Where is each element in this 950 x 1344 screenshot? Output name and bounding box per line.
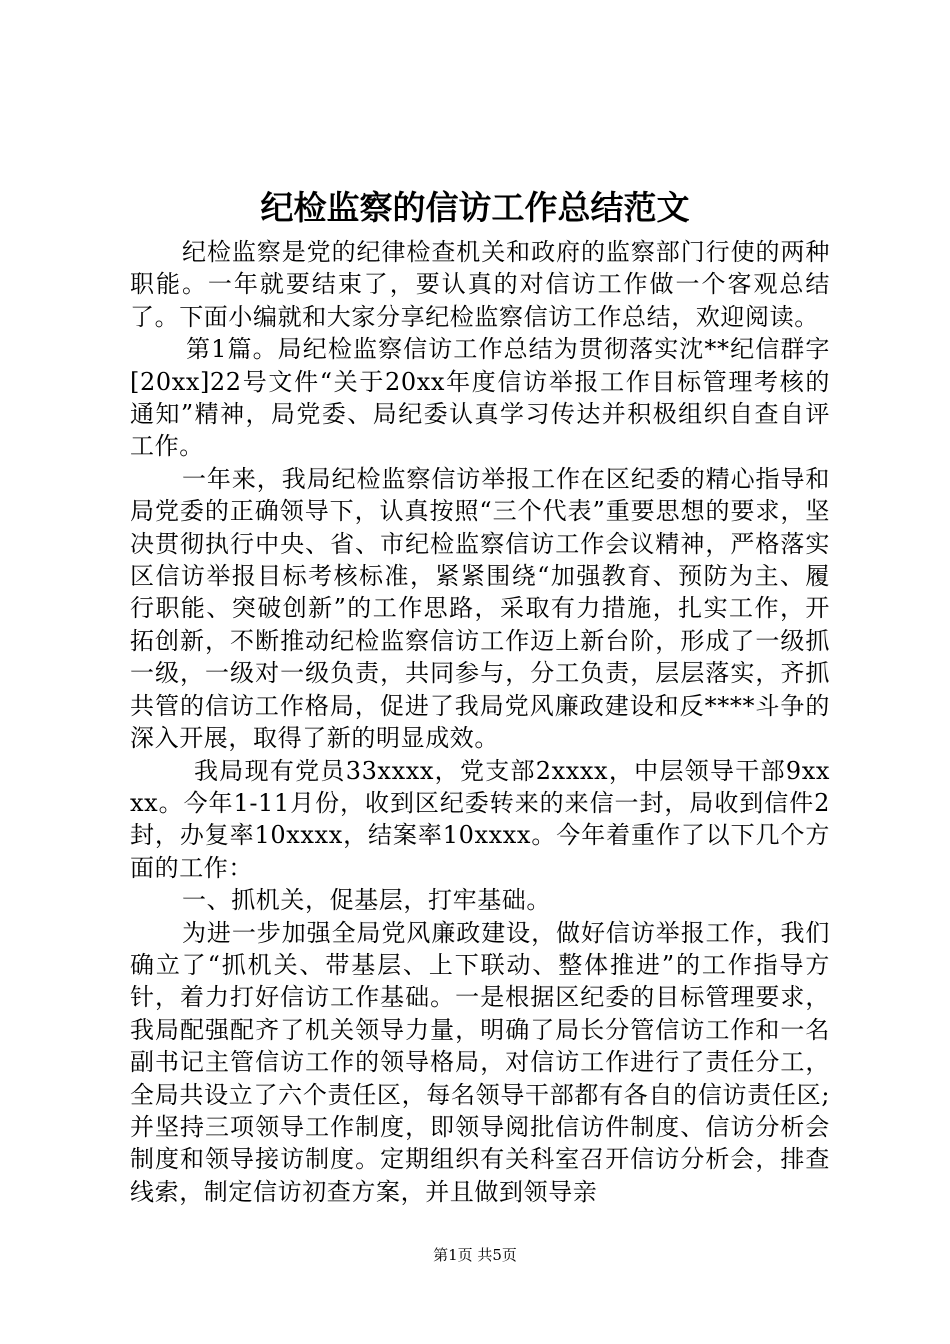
paragraph-section-1: 为进一步加强全局党风廉政建设，做好信访举报工作，我们确立了“抓机关、带基层、上下联动、整体推进”的工作指导方针，着力打好信访工作基础。一是根据区纪委的目标管理要求，我局配强配齐了机关领导力量，明确了局长分管信访工作和一名副书记主管信访工作的领导格局，对信访工作进行了责任分工，全局共设立了六个责任区，每名领导干部都有各自的信访责任区;并坚持三项领导工作制度，即领导阅批信访件制度、信访分析会制度和领导接访制度。定期组织有关科室召开信访分析会，排查线索，制定信访初查方案，并且做到领导亲	[130, 918, 830, 1206]
paragraph-intro: 纪检监察是党的纪律检查机关和政府的监察部门行使的两种职能。一年就要结束了，要认真的对信访工作做一个客观总结了。下面小编就和大家分享纪检监察信访工作总结，欢迎阅读。	[130, 238, 830, 331]
paragraph-part-1: 第1篇。局纪检监察信访工作总结为贯彻落实沈**纪信群字[20xx]22号文件“关于20xx年度信访举报工作目标管理考核的通知”精神，局党委、局纪委认真学习传达并积极组织自查自评工作。	[130, 335, 830, 461]
paragraph-statistics: 我局现有党员33xxxx，党支部2xxxx，中层领导干部9xxxx。今年1-11月份，收到区纪委转来的来信一封，局收到信件2封，办复率10xxxx，结案率10xxxx。今年着重作了以下几个方面的工作：	[130, 756, 830, 882]
document-body	[130, 236, 830, 1208]
section-heading-1: 一、抓机关，促基层，打牢基础。	[182, 886, 551, 915]
document-title: 纪检监察的信访工作总结范文	[260, 188, 690, 227]
paragraph-year-review: 一年来，我局纪检监察信访举报工作在区纪委的精心指导和局党委的正确领导下，认真按照“三个代表”重要思想的要求，坚决贯彻执行中央、省、市纪检监察信访工作会议精神，严格落实区信访举报目标考核标准，紧紧围绕“加强教育、预防为主、履行职能、突破创新”的工作思路，采取有力措施，扎实工作，开拓创新，不断推动纪检监察信访工作迈上新台阶，形成了一级抓一级，一级对一级负责，共同参与，分工负责，层层落实，齐抓共管的信访工作格局，促进了我局党风廉政建设和反****斗争的深入开展，取得了新的明显成效。	[130, 464, 830, 753]
page-number: 第1页 共5页	[433, 1246, 517, 1264]
